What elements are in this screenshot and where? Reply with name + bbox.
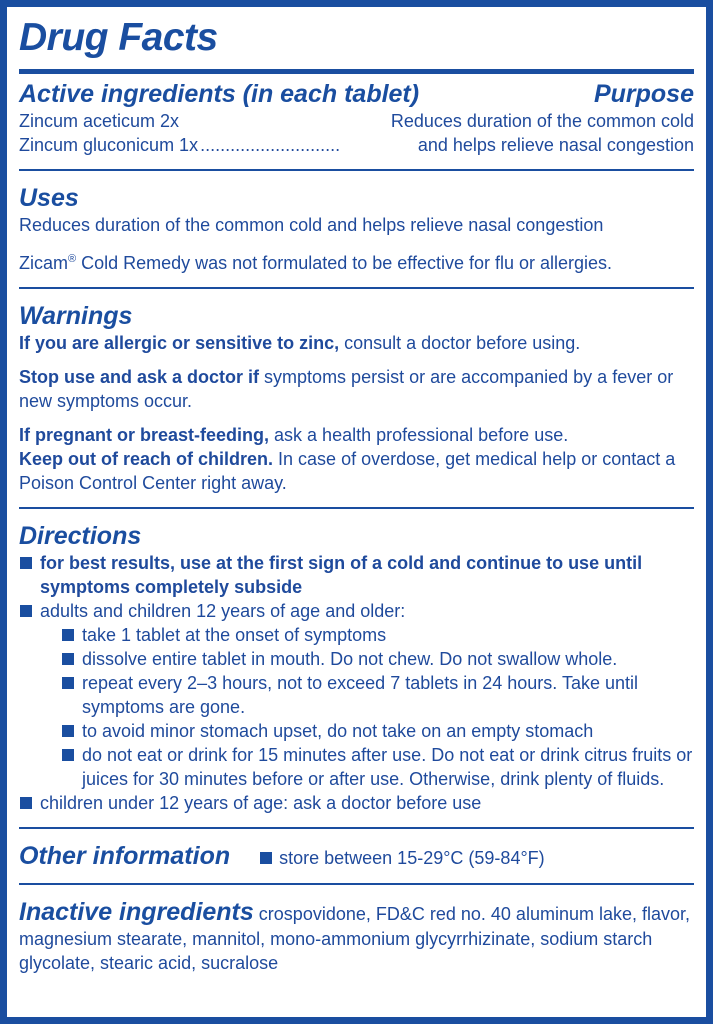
inactive-ingredients-section xyxy=(19,897,694,975)
list-item xyxy=(19,599,694,791)
brand-name: Zicam xyxy=(19,253,68,273)
divider xyxy=(19,507,694,509)
warning-bold: Keep out of reach of children. xyxy=(19,449,274,469)
list-item: children under 12 years of age: ask a doctor before use xyxy=(19,791,694,815)
uses-heading: Uses xyxy=(19,184,79,212)
ingredient-name: Zincum aceticum 2x xyxy=(19,111,180,131)
uses-note xyxy=(19,247,694,275)
other-information-text-wrap xyxy=(260,846,545,870)
directions-section xyxy=(19,521,694,815)
warning-text: consult a doctor before using. xyxy=(339,333,581,353)
purpose-heading: Purpose xyxy=(593,80,694,108)
other-information-heading: Other information xyxy=(19,842,231,870)
other-information-text: store between 15-29°C (59-84°F) xyxy=(279,848,545,868)
other-information-section xyxy=(19,841,694,871)
directions-list xyxy=(19,551,694,815)
divider xyxy=(19,883,694,885)
inactive-ingredients-text: crospovidone, FD&C red no. 40 aluminum lake, flavor, magnesium stearate, mannitol, mono-ammonium glycyrrhizinate, sodium starch glycolate, stearic acid, sucralose xyxy=(19,904,691,973)
adult-directions-list xyxy=(40,623,694,791)
list-item: repeat every 2–3 hours, not to exceed 7 tablets in 24 hours. Take until symptoms are gone. xyxy=(61,671,694,719)
warning-bold: If pregnant or breast-feeding, xyxy=(19,425,270,445)
warning-bold: If you are allergic or sensitive to zinc, xyxy=(19,333,340,353)
ingredient-name: Zincum gluconicum 1x xyxy=(19,135,199,155)
divider xyxy=(19,169,694,171)
inactive-ingredients-heading: Inactive ingredients xyxy=(19,898,254,926)
list-item: to avoid minor stomach upset, do not take on an empty stomach xyxy=(61,719,694,743)
list-item: do not eat or drink for 15 minutes after use. Do not eat or drink citrus fruits or juices for 30 minutes before or after use. Otherwise, drink plenty of fluids. xyxy=(61,743,694,791)
page-title: Drug Facts xyxy=(19,16,218,59)
warning-text: In case of overdose, get medical help or contact a Poison Control Center right away. xyxy=(19,449,676,493)
warning-item xyxy=(19,365,694,413)
directions-heading: Directions xyxy=(19,522,142,550)
divider xyxy=(19,827,694,829)
uses-note-text: Cold Remedy was not formulated to be effective for flu or allergies. xyxy=(76,253,613,273)
list-item: dissolve entire tablet in mouth. Do not chew. Do not swallow whole. xyxy=(61,647,694,671)
ingredient-purpose: Reduces duration of the common cold xyxy=(390,111,694,131)
uses-text: Reduces duration of the common cold and helps relieve nasal congestion xyxy=(19,215,604,235)
warnings-heading: Warnings xyxy=(19,302,133,330)
warning-item xyxy=(19,331,694,355)
list-item: take 1 tablet at the onset of symptoms xyxy=(61,623,694,647)
active-ingredients-section xyxy=(19,79,694,157)
warning-item xyxy=(19,423,694,447)
ingredient-purpose: and helps relieve nasal congestion xyxy=(417,135,694,155)
ingredient-row xyxy=(19,133,694,157)
active-header-row xyxy=(19,79,694,109)
uses-section xyxy=(19,183,694,275)
leader-dots: ............................ xyxy=(200,135,341,155)
divider xyxy=(19,69,694,74)
registered-mark: ® xyxy=(68,253,77,265)
warnings-section xyxy=(19,301,694,495)
list-item-text: adults and children 12 years of age and older: xyxy=(40,601,406,621)
warning-text: ask a health professional before use. xyxy=(269,425,569,445)
active-ingredients-heading: Active ingredients (in each tablet) xyxy=(19,80,420,108)
divider xyxy=(19,287,694,289)
list-item: for best results, use at the first sign of a cold and continue to use until symptoms completely subside xyxy=(19,551,694,599)
square-bullet-icon xyxy=(260,852,272,864)
drug-facts-panel xyxy=(7,7,706,1017)
ingredient-row xyxy=(19,109,694,133)
warning-item xyxy=(19,447,694,495)
warning-text: symptoms persist or are accompanied by a fever or new symptoms occur. xyxy=(19,367,674,411)
warning-bold: Stop use and ask a doctor if xyxy=(19,367,260,387)
